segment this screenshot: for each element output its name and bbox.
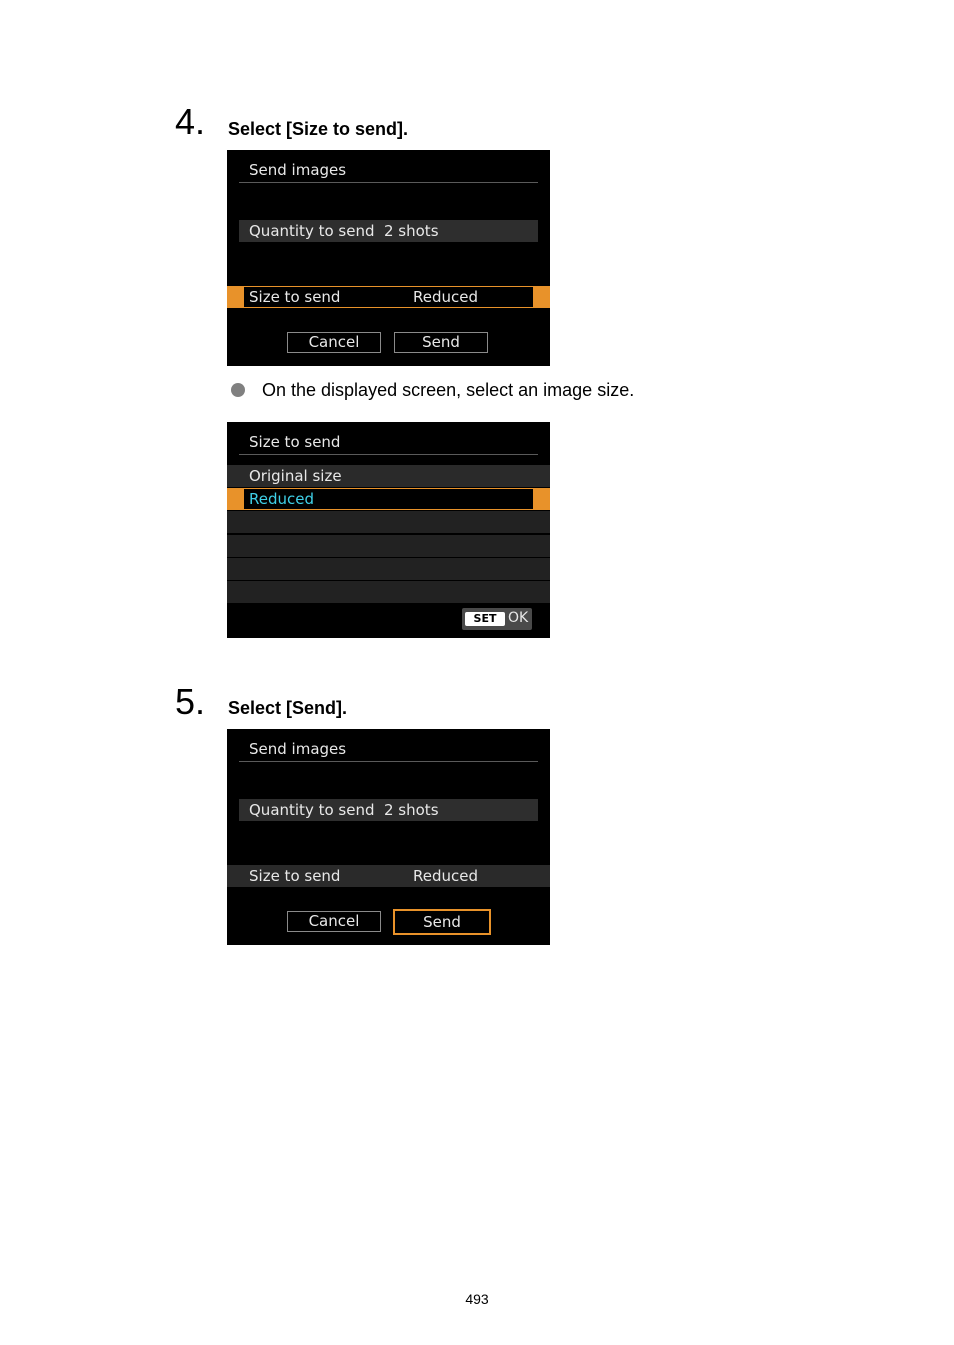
send-button-selected[interactable]: Send: [393, 909, 491, 935]
quantity-row[interactable]: [239, 799, 538, 821]
empty-row: [227, 535, 550, 557]
send-button[interactable]: Send: [394, 332, 488, 353]
screen-title: Send images: [249, 740, 347, 758]
send-images-screen-2: [227, 729, 550, 945]
title-divider: [239, 454, 538, 455]
option-label: Original size: [249, 467, 342, 485]
size-to-send-screen: [227, 422, 550, 638]
size-row[interactable]: [227, 865, 550, 887]
step-title-5: Select [Send].: [228, 698, 348, 718]
size-value: Reduced: [413, 867, 479, 885]
step-number-4: 4.: [175, 101, 206, 142]
size-value: Reduced: [413, 288, 479, 306]
size-label: Size to send: [249, 867, 341, 885]
bullet-text: On the displayed screen, select an image size.: [262, 380, 635, 400]
step-number-5: 5.: [175, 681, 206, 722]
page-number: 493: [465, 1291, 489, 1307]
step-title-4: Select [Size to send].: [228, 119, 409, 139]
option-reduced-selected[interactable]: [227, 488, 550, 510]
quantity-label: Quantity to send: [249, 801, 375, 819]
title-divider: [239, 761, 538, 762]
ok-label: OK: [508, 610, 529, 626]
screen-title: Send images: [249, 161, 347, 179]
set-ok-button[interactable]: [462, 608, 532, 630]
option-inner: [244, 489, 533, 509]
set-key-icon: SET: [465, 612, 505, 626]
option-original-size[interactable]: [227, 465, 550, 487]
size-label: Size to send: [249, 288, 341, 306]
cancel-button[interactable]: Cancel: [287, 332, 381, 353]
option-label: Reduced: [249, 490, 315, 508]
quantity-value: 2 shots: [384, 222, 439, 240]
quantity-label: Quantity to send: [249, 222, 375, 240]
quantity-value: 2 shots: [384, 801, 439, 819]
title-divider: [239, 182, 538, 183]
size-row-selected[interactable]: [227, 286, 550, 308]
empty-row: [227, 558, 550, 580]
bullet-icon: [231, 383, 245, 397]
empty-row: [227, 511, 550, 533]
empty-row: [227, 581, 550, 603]
cancel-button[interactable]: Cancel: [287, 911, 381, 932]
size-row-inner: [244, 287, 533, 307]
screen-title: Size to send: [249, 433, 341, 451]
quantity-row[interactable]: [239, 220, 538, 242]
send-images-screen-1: [227, 150, 550, 366]
